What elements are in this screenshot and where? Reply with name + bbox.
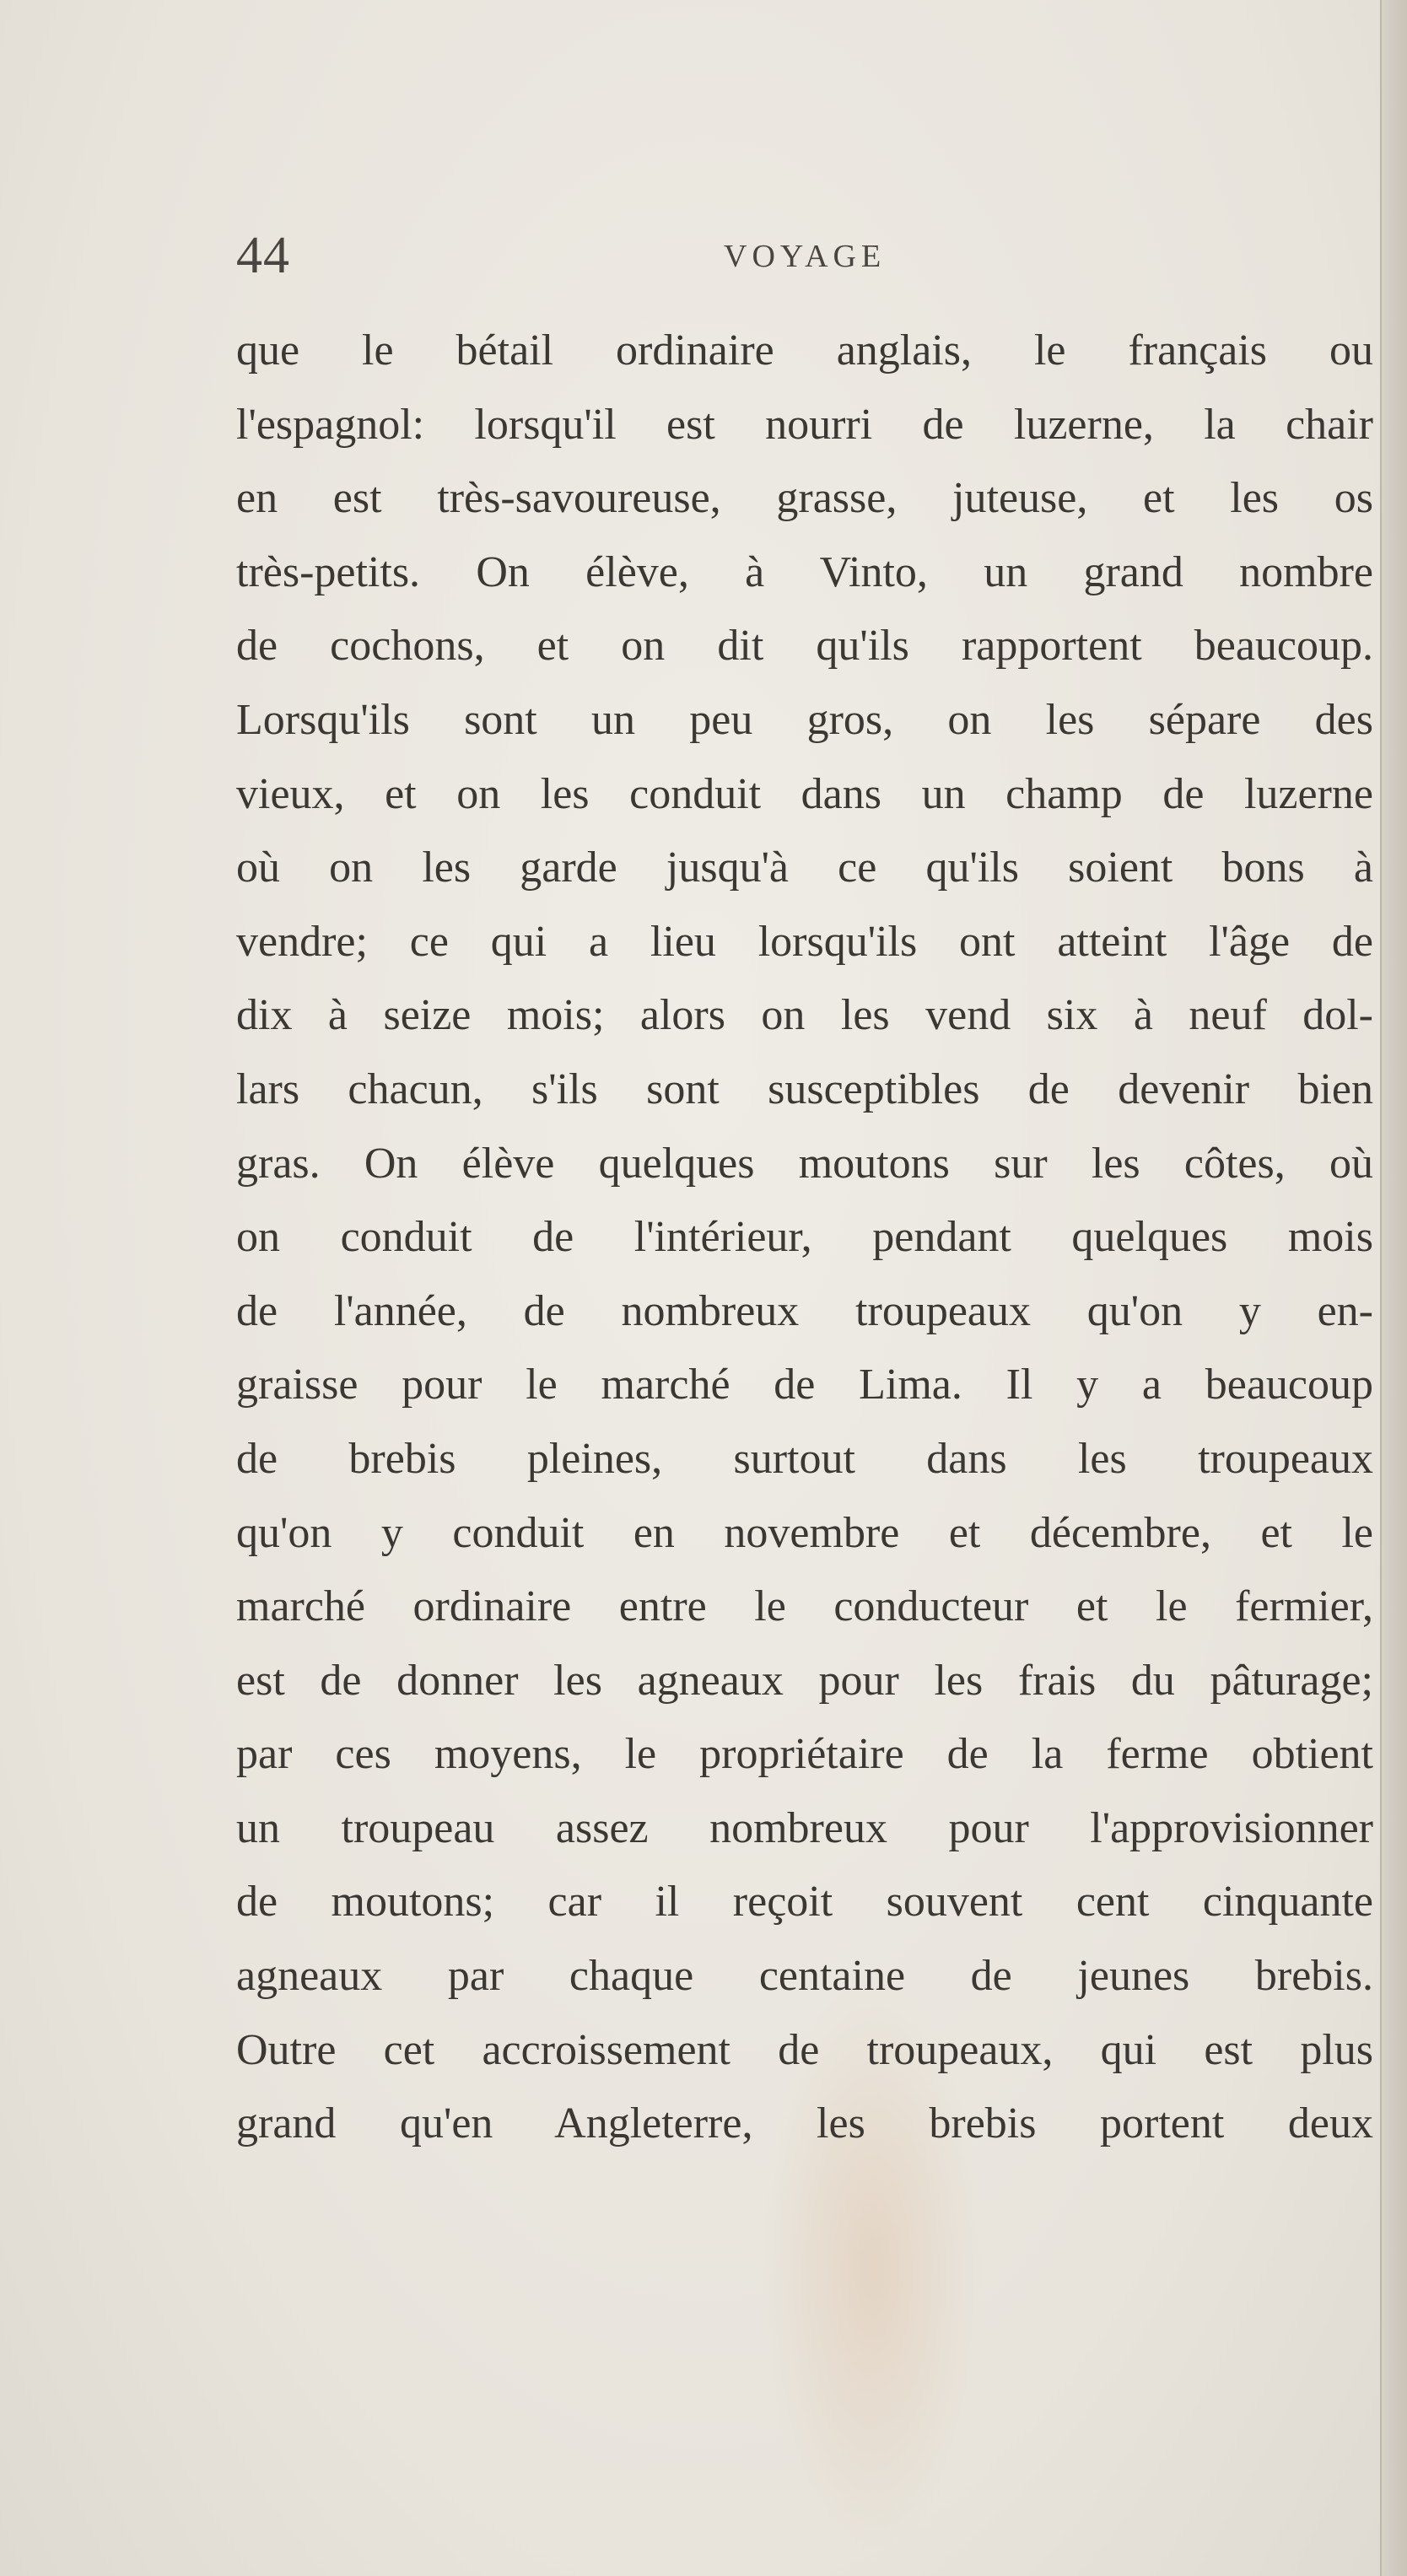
text-line: est de donner les agneaux pour les frais du pâturage; bbox=[236, 1656, 1373, 1705]
text-line: un troupeau assez nombreux pour l'approvisionner bbox=[236, 1803, 1373, 1852]
page-edge bbox=[1380, 0, 1407, 2576]
text-line: vieux, et on les conduit dans un champ de luzerne bbox=[236, 769, 1373, 818]
text-line: par ces moyens, le propriétaire de la ferme obtient bbox=[236, 1730, 1373, 1779]
text-line: lars chacun, s'ils sont susceptibles de devenir bien bbox=[236, 1064, 1373, 1113]
text-line: gras. On élève quelques moutons sur les côtes, où bbox=[236, 1139, 1373, 1188]
text-line: très-petits. On élève, à Vinto, un grand nombre bbox=[236, 547, 1373, 596]
text-line: Lorsqu'ils sont un peu gros, on les sépare des bbox=[236, 695, 1373, 744]
text-line: de l'année, de nombreux troupeaux qu'on y en- bbox=[236, 1286, 1373, 1335]
running-head bbox=[236, 226, 1383, 294]
text-line: marché ordinaire entre le conducteur et le fermier, bbox=[236, 1582, 1373, 1631]
text-line: dix à seize mois; alors on les vend six à neuf dol- bbox=[236, 991, 1373, 1040]
text-line: Outre cet accroissement de troupeaux, qui est plus bbox=[236, 2025, 1373, 2074]
text-line: où on les garde jusqu'à ce qu'ils soient bons à bbox=[236, 843, 1373, 892]
text-line: qu'on y conduit en novembre et décembre, et le bbox=[236, 1508, 1373, 1557]
text-line: on conduit de l'intérieur, pendant quelques mois bbox=[236, 1213, 1373, 1262]
page-number: 44 bbox=[236, 227, 290, 284]
text-line: graisse pour le marché de Lima. Il y a beaucoup bbox=[236, 1361, 1373, 1409]
text-line: en est très-savoureuse, grasse, juteuse, et les os bbox=[236, 474, 1373, 523]
text-line: que le bétail ordinaire anglais, le français ou bbox=[236, 326, 1373, 375]
body-text bbox=[236, 314, 1373, 2161]
text-line: de moutons; car il reçoit souvent cent cinquante bbox=[236, 1878, 1373, 1927]
text-line: de cochons, et on dit qu'ils rapportent beaucoup. bbox=[236, 622, 1373, 671]
text-line: de brebis pleines, surtout dans les troupeaux bbox=[236, 1434, 1373, 1483]
text-line: grand qu'en Angleterre, les brebis portent deux bbox=[236, 2099, 1373, 2148]
text-line: vendre; ce qui a lieu lorsqu'ils ont atteint l'âge de bbox=[236, 917, 1373, 966]
text-line: l'espagnol: lorsqu'il est nourri de luzerne, la chair bbox=[236, 400, 1373, 449]
text-line: agneaux par chaque centaine de jeunes brebis. bbox=[236, 1952, 1373, 2001]
page-heading: VOYAGE bbox=[724, 239, 887, 274]
